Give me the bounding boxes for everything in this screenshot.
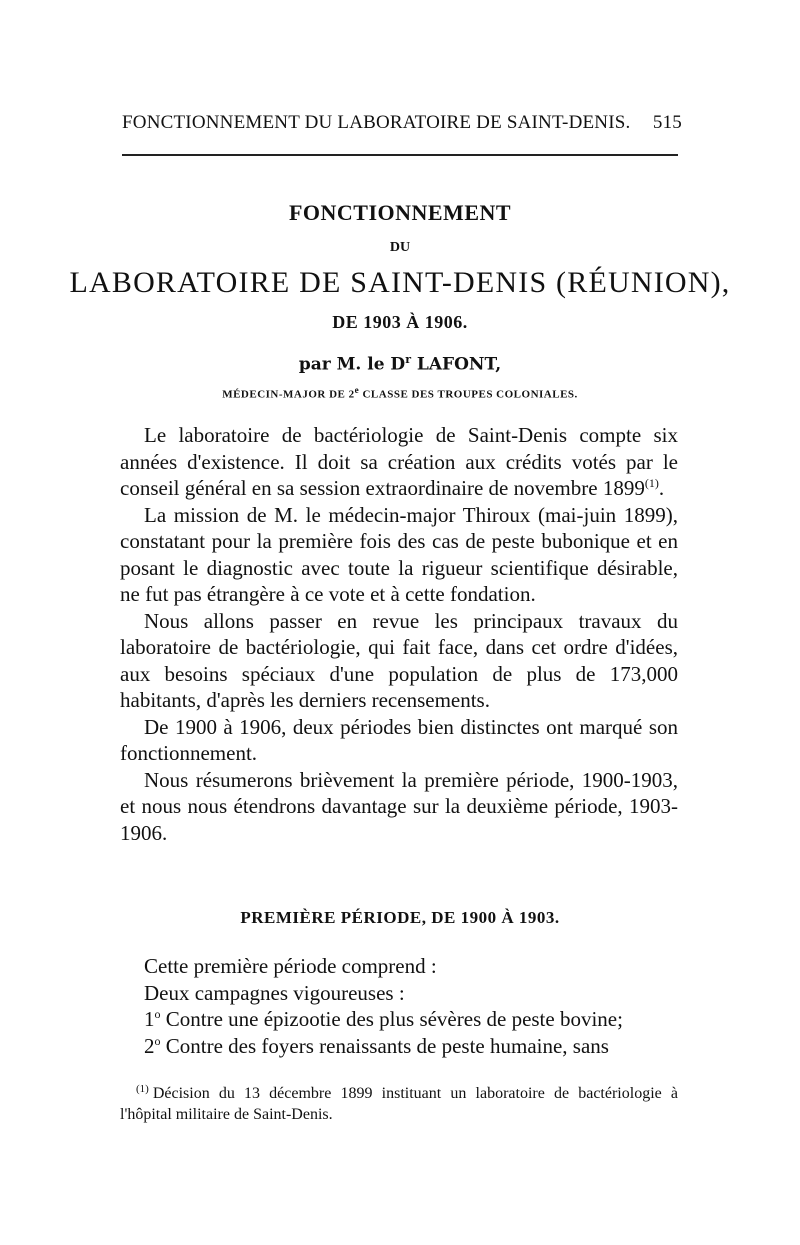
paragraph-3: Nous allons passer en revue les principaux travaux du laboratoire de bactériologie, qui fait face, dans cet ordre d'idées, aux besoins spéciaux d'une population de plus de 173,000 habitants, d'après les derniers recensements. [120, 608, 678, 712]
item-1-sup: o [154, 1007, 161, 1021]
header-rule [122, 154, 678, 156]
article-title-block [0, 200, 800, 400]
affiliation-part-a: MÉDECIN-MAJOR DE 2 [222, 388, 355, 401]
paragraph-1 [120, 422, 678, 502]
section-paragraph-1: Cette première période comprend : [144, 954, 437, 978]
paragraph-1-text: Le laboratoire de bactériologie de Saint-Denis compte six années d'existence. Il doit sa création aux crédits votés par le conseil général en sa session extraordinaire de novembre 1899 [120, 423, 678, 500]
title-line-2: DU [389, 240, 411, 255]
byline-sup: r [405, 353, 411, 366]
title-line-3: LABORATOIRE DE SAINT-DENIS (RÉUNION), [69, 266, 731, 299]
paragraph-2: La mission de M. le médecin-major Thiroux (mai-juin 1899), constatant pour la première fois des cas de peste bubonique et en posant le diagnostic avec toute la rigueur scientifique désirable, ne fut pas étrangère à ce vote et à cette fondation. [120, 502, 678, 606]
paragraph-1-end: . [658, 476, 665, 500]
paragraph-4: De 1900 à 1906, deux périodes bien distinctes ont marqué son fonctionnement. [120, 714, 678, 765]
author-affiliation [0, 385, 800, 401]
footnote-mark: (1) [136, 1082, 149, 1095]
title-line-1: FONCTIONNEMENT [288, 200, 512, 225]
affiliation-part-b: CLASSE DES TROUPES COLONIALES. [359, 388, 578, 401]
author-byline [0, 353, 800, 375]
item-2-sup: o [154, 1033, 161, 1048]
item-2-number: 2 [144, 1033, 155, 1058]
intro-text [120, 422, 678, 846]
item-2-text: Contre des foyers renaissants de peste humaine, sans [160, 1033, 609, 1058]
page-number: 515 [652, 112, 682, 133]
footnote-text: Décision du 13 décembre 1899 instituant un laboratoire de bactériologie à l'hôpital militaire de Saint-Denis. [120, 1085, 678, 1123]
title-line-4: DE 1903 À 1906. [332, 312, 468, 332]
section-paragraph-3 [120, 1006, 678, 1033]
affiliation-sup: e [354, 384, 360, 395]
footnote-ref: (1) [644, 476, 659, 490]
running-title: FONCTIONNEMENT DU LABORATOIRE DE SAINT-DENIS. [122, 112, 631, 133]
footnote [120, 1083, 678, 1125]
byline-prefix: par M. le D [298, 354, 406, 375]
byline-name: LAFONT, [410, 354, 502, 375]
section-paragraph-4 [120, 1033, 678, 1060]
running-header [122, 112, 682, 134]
paragraph-5: Nous résumerons brièvement la première période, 1900-1903, et nous nous étendrons davantage sur la deuxième période, 1903-1906. [120, 767, 678, 845]
item-1-text: Contre une épizootie des plus sévères de peste bovine; [160, 1007, 623, 1031]
section-paragraph-2: Deux campagnes vigoureuses : [144, 980, 405, 1005]
section-heading: PREMIÈRE PÉRIODE, DE 1900 À 1903. [240, 908, 560, 927]
item-1-number: 1 [144, 1007, 155, 1031]
section-text [120, 953, 678, 1059]
